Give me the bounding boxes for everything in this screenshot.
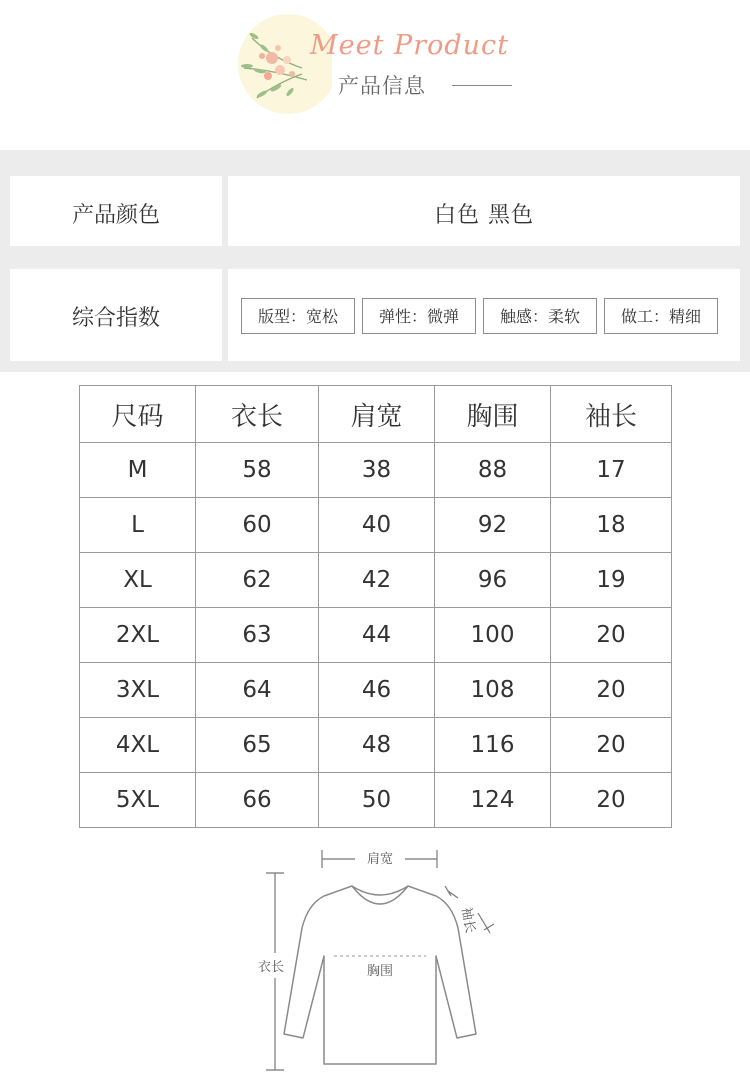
- sleeve-cell: 20: [551, 773, 672, 828]
- table-row: [80, 443, 672, 498]
- size-cell: 2XL: [80, 608, 196, 663]
- size-cell: XL: [80, 553, 196, 608]
- length-label: 衣长: [257, 960, 285, 975]
- header-divider: [452, 85, 512, 86]
- table-row: [80, 498, 672, 553]
- length-cell: 64: [196, 663, 319, 718]
- sleeve-cell: 17: [551, 443, 672, 498]
- sleeve-cell: 20: [551, 663, 672, 718]
- shoulder-cell: 40: [319, 498, 435, 553]
- index-label-cell: [10, 269, 222, 361]
- length-cell: 60: [196, 498, 319, 553]
- header-chest: 胸围: [435, 386, 551, 443]
- header-title-cn: 产品信息: [338, 74, 426, 98]
- length-cell: 66: [196, 773, 319, 828]
- size-cell: M: [80, 443, 196, 498]
- index-label: 综合指数: [71, 306, 160, 331]
- shoulder-cell: 42: [319, 553, 435, 608]
- tag-elasticity: 弹性：微弹: [362, 298, 476, 334]
- tag-workmanship: 做工：精细: [604, 298, 718, 334]
- length-cell: 65: [196, 718, 319, 773]
- shoulder-cell: 50: [319, 773, 435, 828]
- length-cell: 58: [196, 443, 319, 498]
- size-cell: 5XL: [80, 773, 196, 828]
- measurement-diagram: [240, 838, 520, 1083]
- sleeve-label: 袖长: [458, 906, 478, 935]
- shoulder-label: 肩宽: [366, 852, 394, 867]
- chest-cell: 124: [435, 773, 551, 828]
- chest-cell: 108: [435, 663, 551, 718]
- length-cell: 62: [196, 553, 319, 608]
- sleeve-cell: 18: [551, 498, 672, 553]
- floral-wreath-icon: [232, 8, 332, 116]
- sleeve-cell: 19: [551, 553, 672, 608]
- shoulder-cell: 38: [319, 443, 435, 498]
- header-length: 衣长: [196, 386, 319, 443]
- chest-cell: 96: [435, 553, 551, 608]
- size-table: [79, 385, 672, 828]
- size-cell: 4XL: [80, 718, 196, 773]
- table-row: [80, 773, 672, 828]
- header: [0, 0, 750, 150]
- tag-fit: 版型：宽松: [241, 298, 355, 334]
- chest-label: 胸围: [366, 964, 394, 979]
- chest-cell: 88: [435, 443, 551, 498]
- size-table-header-row: [80, 386, 672, 443]
- shoulder-cell: 46: [319, 663, 435, 718]
- chest-cell: 100: [435, 608, 551, 663]
- colors-value: 白色 黑色: [434, 203, 534, 228]
- header-title-en: Meet Product: [310, 30, 510, 61]
- table-row: [80, 718, 672, 773]
- color-label-cell: [10, 176, 222, 246]
- size-cell: 3XL: [80, 663, 196, 718]
- chest-cell: 92: [435, 498, 551, 553]
- header-sleeve: 袖长: [551, 386, 672, 443]
- shoulder-cell: 44: [319, 608, 435, 663]
- table-row: [80, 608, 672, 663]
- color-label: 产品颜色: [71, 203, 160, 228]
- size-cell: L: [80, 498, 196, 553]
- sleeve-cell: 20: [551, 718, 672, 773]
- product-info-panel: [0, 150, 750, 372]
- chest-cell: 116: [435, 718, 551, 773]
- shoulder-cell: 48: [319, 718, 435, 773]
- table-row: [80, 663, 672, 718]
- sleeve-cell: 20: [551, 608, 672, 663]
- table-row: [80, 553, 672, 608]
- header-size: 尺码: [80, 386, 196, 443]
- colors-cell: [228, 176, 740, 246]
- tag-feel: 触感：柔软: [483, 298, 597, 334]
- length-cell: 63: [196, 608, 319, 663]
- header-shoulder: 肩宽: [319, 386, 435, 443]
